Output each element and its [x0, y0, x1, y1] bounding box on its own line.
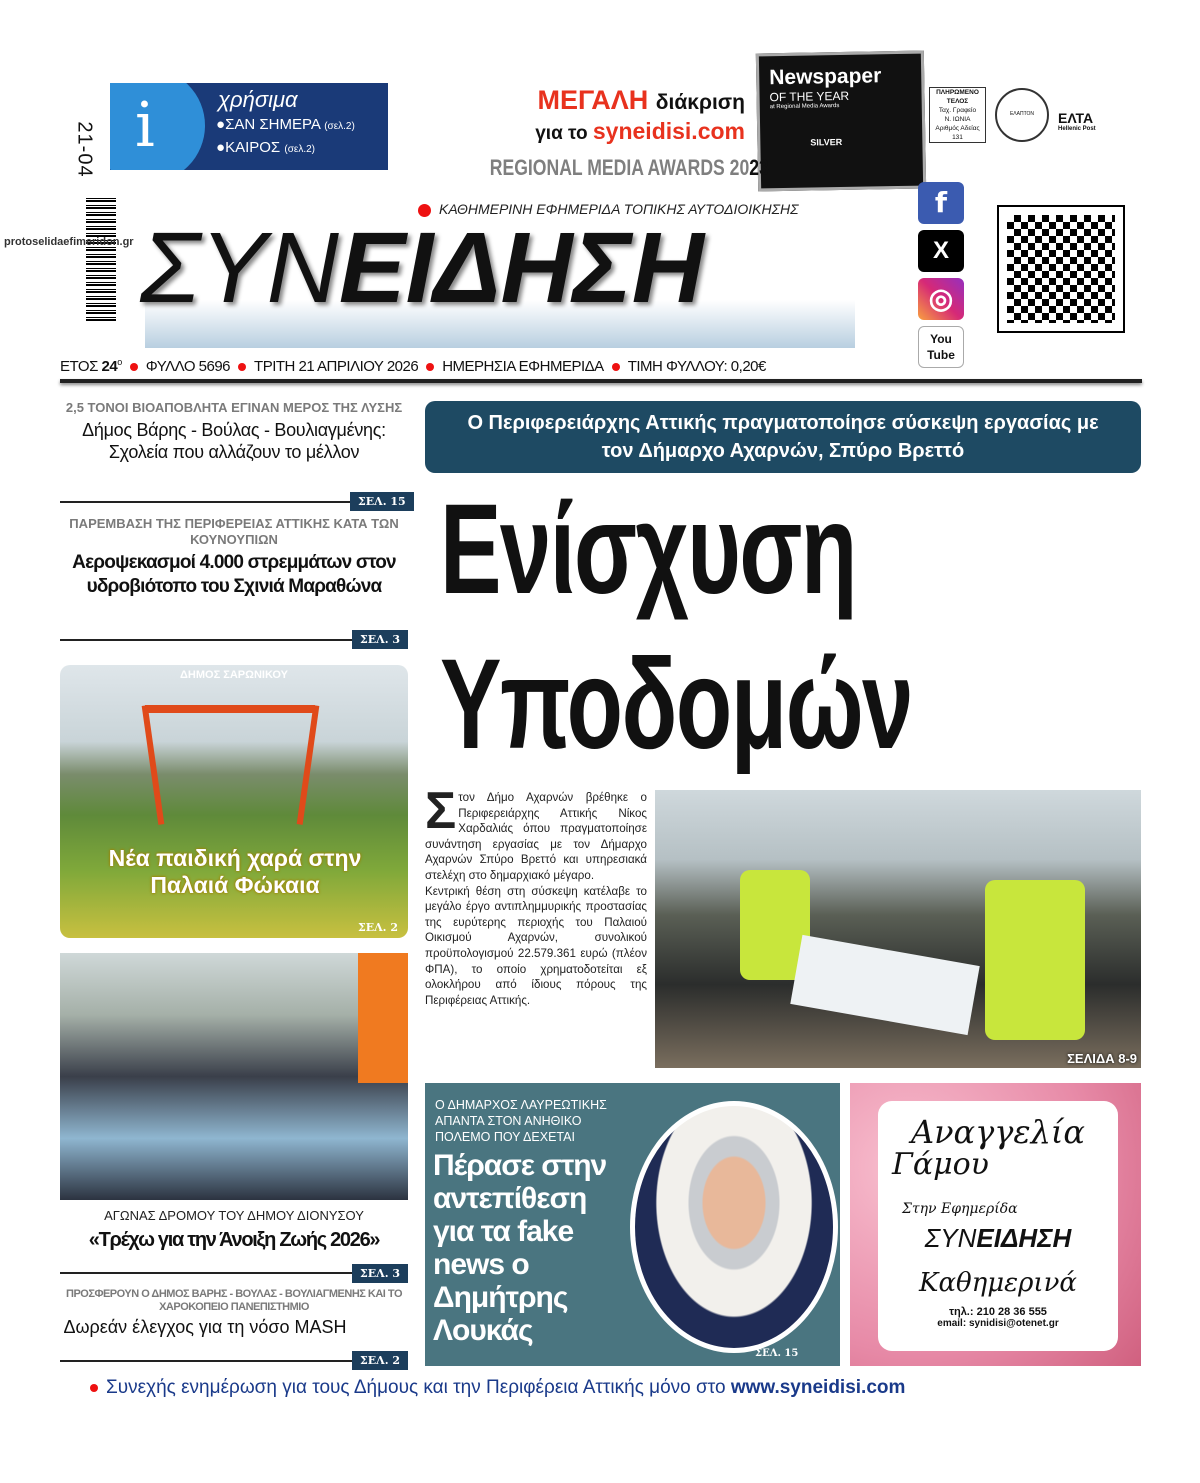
main-headline-line2: Υποδομών	[440, 633, 912, 776]
ad-phone: τηλ.: 210 28 36 555	[949, 1306, 1047, 1318]
page-ref: ΣΕΛ. 2	[352, 1351, 408, 1370]
story-title: Δήμος Βάρης - Βούλας - Βουλιαγμένης: Σχολεία που αλλάζουν το μέλλον	[82, 420, 386, 462]
ad-card	[878, 1101, 1118, 1351]
qr-code[interactable]	[997, 205, 1125, 333]
info-icon: i	[135, 88, 155, 161]
x-icon[interactable]: X	[918, 230, 964, 272]
story-race[interactable]	[60, 1208, 408, 1252]
kicker: ΠΡΟΣΦΕΡΟΥΝ Ο ΔΗΜΟΣ ΒΑΡΗΣ - ΒΟΥΛΑΣ - ΒΟΥΛΙΑΓΜΕΝΗΣ ΚΑΙ ΤΟ ΧΑΡΟΚΟΠΕΙΟ ΠΑΝΕΠΙΣΤΗΜΙΟ	[66, 1288, 402, 1313]
issue-date-vertical: 21-04	[73, 121, 96, 178]
story-spraying[interactable]	[60, 516, 408, 599]
instagram-icon[interactable]: ◎	[918, 278, 964, 320]
divider	[60, 639, 352, 641]
masthead-logo: ΣΥΝΕΙΔΗΣΗ	[140, 212, 704, 324]
info-title: χρήσιμα	[218, 87, 298, 112]
page-ref: ΣΕΛΙΔΑ 8-9	[1067, 1051, 1137, 1066]
kicker: ΑΓΩΝΑΣ ΔΡΟΜΟΥ ΤΟΥ ΔΗΜΟΥ ΔΙΟΝΥΣΟΥ	[104, 1208, 364, 1223]
vest	[985, 880, 1085, 1040]
wedding-ad[interactable]	[850, 1083, 1141, 1366]
swing-leg	[297, 705, 320, 825]
page-ref: ΣΕΛ. 15	[350, 492, 414, 511]
issue-info-line: ΕΤΟΣ $24^o$ ΦΥΛΛΟ 5696 ΤΡΙΤΗ 21 ΑΠΡΙΛΙΟΥ 2026 ΗΜΕΡΗΣΙΑ ΕΦΗΜΕΡΙΔΑ ΤΙΜΗ ΦΥΛΛΟΥ: 0,20€	[60, 357, 766, 375]
barcode	[86, 196, 116, 321]
story-playground[interactable]	[60, 665, 408, 938]
kicker: 2,5 ΤΟΝΟΙ ΒΙΟΑΠΟΒΛΗΤΑ ΕΓΙΝΑΝ ΜΕΡΟΣ ΤΗΣ ΛΥΣΗΣ	[65, 400, 403, 415]
page-ref: ΣΕΛ. 15	[755, 1348, 799, 1359]
page-ref: ΣΕΛ. 2	[357, 921, 398, 934]
plans-paper	[790, 935, 979, 1035]
ad-logo: ΣΥΝΕΙΔΗΣΗ	[924, 1223, 1072, 1253]
postage-stamp: ΠΛΗΡΩΜΕΝΟ ΤΕΛΟΣ Ταχ. Γραφείο Ν. ΙΩΝΙΑ Αριθμός Αδείας 131	[929, 87, 986, 143]
story-mash[interactable]	[54, 1288, 414, 1338]
ad-title: Αναγγελία	[910, 1113, 1086, 1151]
youtube-icon[interactable]: You Tube	[918, 326, 964, 368]
swing-leg	[142, 705, 165, 825]
kicker: ΠΑΡΕΜΒΑΣΗ ΤΗΣ ΠΕΡΙΦΕΡΕΙΑΣ ΑΤΤΙΚΗΣ ΚΑΤΑ ΤΩΝ ΚΟΥΝΟΥΠΙΩΝ	[69, 516, 399, 547]
info-box	[110, 83, 388, 170]
page-ref: ΣΕΛ. 3	[352, 1264, 408, 1283]
header-rule	[60, 379, 1142, 383]
swing-frame	[145, 705, 315, 713]
race-photo	[60, 953, 408, 1200]
info-item: ●ΣΑΝ ΣΗΜΕΡΑ (σελ.2)	[216, 116, 355, 133]
ad-title: Γάμου	[892, 1147, 989, 1182]
divider	[60, 1360, 352, 1362]
divider	[60, 501, 350, 503]
footer-line: Συνεχής ενημέρωση για τους Δήμους και την Περιφέρεια Αττικής μόνο στο www.syneidisi.com	[90, 1377, 905, 1399]
main-article-body: Στον Δήμο Αχαρνών βρέθηκε ο Περιφερειάρχης Αττικής Νίκος Χαρδαλιάς όπου πραγματοποίησε συνάντηση εργασίας με τον Δήμαρχο Αχαρνών Σπύρο Βρεττό και υπηρεσιακά στελέχη στο δημαρχιακό μέγαρο. Κεντρική θέση στη σύσκεψη κατέλαβε το μεγάλο έργο αντιπλημμυρικής προστασίας της ευρύτερης περιοχής του Παλαιού Οικισμού Αχαρνών, συνολικού προϋπολογισμού 22.579.361 ευρώ (πλέον ΦΠΑ), το οποίο χρηματοδοτείται εξ ολοκλήρου από ίδιους πόρους της Περιφέρειας Αττικής.	[425, 782, 647, 1007]
photo-label: ΔΗΜΟΣ ΣΑΡΩΝΙΚΟΥ	[180, 669, 288, 681]
story-title: «Τρέχω για την Άνοιξη Ζωής 2026»	[88, 1229, 380, 1251]
main-headline-line1: Ενίσχυση	[440, 478, 856, 621]
watermark: protoselidaefimeridon.gr	[4, 236, 134, 248]
ad-email: email: synidisi@otenet.gr	[937, 1318, 1059, 1329]
divider	[60, 1272, 352, 1274]
main-kicker-banner: Ο Περιφερειάρχης Αττικής πραγματοποίησε σύσκεψη εργασίας με τον Δήμαρχο Αχαρνών, Σπύρο Βρεττό	[425, 401, 1141, 473]
elta-logo: ΕΛΤΑ Hellenic Post	[1058, 110, 1096, 132]
info-circle	[110, 83, 205, 170]
story-title: Δωρεάν έλεγχος για τη νόσο MASH	[63, 1317, 347, 1337]
round-stamp: ΕΛΑΠΤΟΝ	[995, 88, 1049, 142]
story-title: Αεροψεκασμοί 4.000 στρεμμάτων στον υδροβιότοπο του Σχινιά Μαραθώνα	[72, 552, 396, 597]
ad-daily: Καθημερινά	[919, 1268, 1077, 1298]
main-photo	[655, 790, 1141, 1068]
story-schools[interactable]	[60, 400, 408, 463]
banner-orange	[358, 953, 408, 1083]
dropcap: Σ	[425, 782, 457, 840]
ad-sub: Στην Εφημερίδα	[902, 1201, 1018, 1217]
story-title: Νέα παιδική χαρά στην Παλαιά Φώκαια	[108, 845, 362, 898]
tagline: ΚΑΘΗΜΕΡΙΝΗ ΕΦΗΜΕΡΙΔΑ ΤΟΠΙΚΗΣ ΑΥΤΟΔΙΟΙΚΗΣΗΣ	[418, 200, 799, 218]
portrait-photo	[630, 1101, 838, 1353]
award-plaque: Newspaper OF THE YEAR at Regional Media Awards SILVER	[756, 51, 926, 192]
facebook-icon[interactable]: f	[918, 182, 964, 224]
page-ref: ΣΕΛ. 3	[352, 630, 408, 649]
award-text: ΜΕΓΑΛΗ διάκριση για το syneidisi.com REGIONAL MEDIA AWARDS 2023	[489, 85, 769, 180]
kicker: Ο ΔΗΜΑΡΧΟΣ ΛΑΥΡΕΩΤΙΚΗΣ ΑΠΑΝΤΑ ΣΤΟΝ ΑΝΗΘΙΚΟ ΠΟΛΕΜΟ ΠΟΥ ΔΕΧΕΤΑΙ	[435, 1098, 607, 1144]
story-title: Πέρασε στην αντεπίθεση για τα fake news ο Δημήτρης Λουκάς	[433, 1149, 607, 1347]
footer-link[interactable]: www.syneidisi.com	[730, 1377, 906, 1398]
story-loukas[interactable]	[425, 1083, 840, 1366]
info-item: ●ΚΑΙΡΟΣ (σελ.2)	[216, 139, 315, 156]
